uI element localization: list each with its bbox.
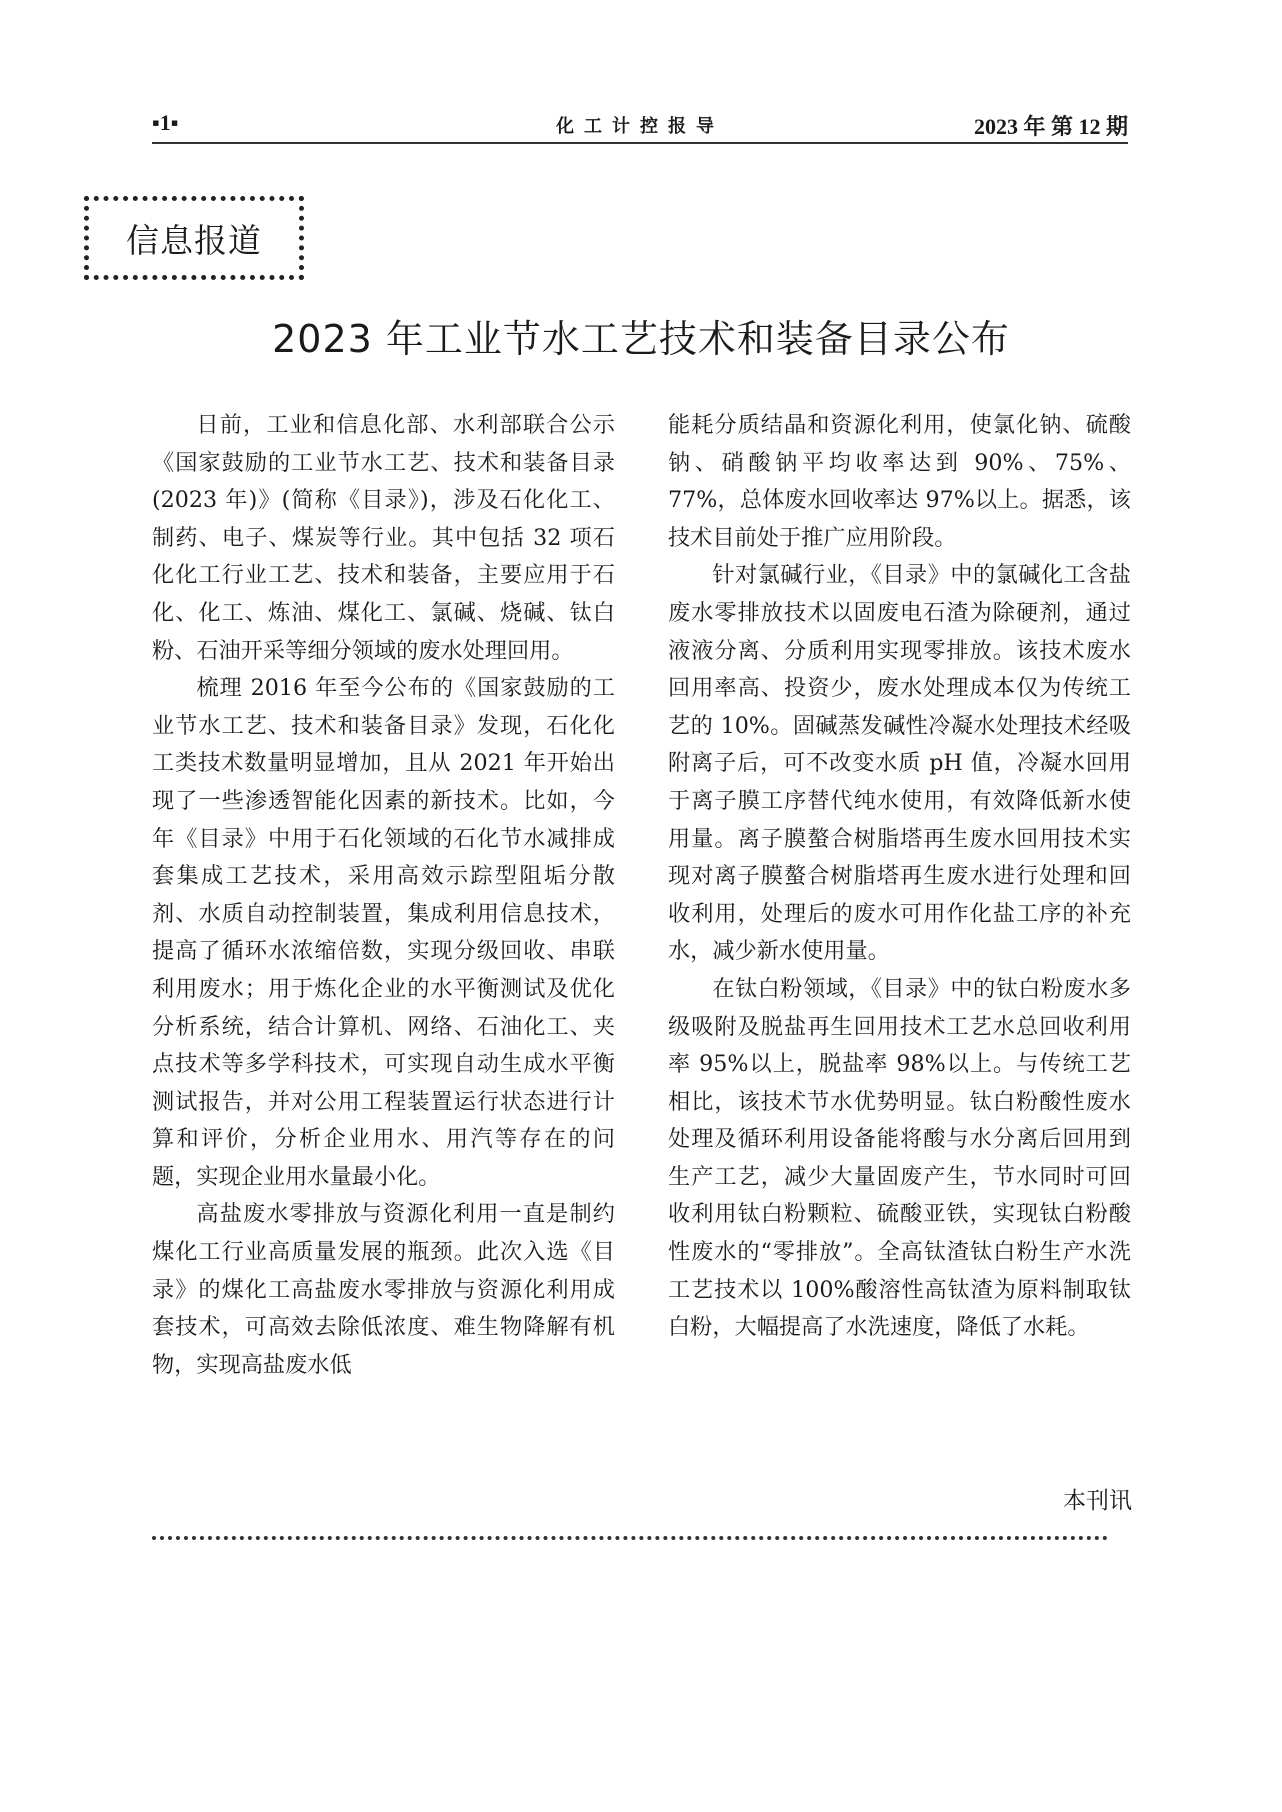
left-column [152,407,615,1384]
section-label: 信息报道 [126,220,262,260]
paragraph: 针对氯碱行业，《目录》中的氯碱化工含盐废水零排放技术以固废电石渣为除硬剂，通过液液分离、分质利用实现零排放。该技术废水回用率高、投资少，废水处理成本仅为传统工艺的 10%。固碱蒸发碱性冷凝水处理技术经吸附离子后，可不改变水质 pH 值，冷凝水回用于离子膜工序替代纯水使用，有效降低新水使用量。离子膜螯合树脂塔再生废水回用技术实现对离子膜螯合树脂塔再生废水进行处理和回收利用，处理后的废水可用作化盐工序的补充水，减少新水使用量。 [668,562,1131,965]
running-header [152,108,1128,144]
dotted-divider [152,1536,1108,1540]
paragraph: 梳理 2016 年至今公布的《国家鼓励的工业节水工艺、技术和装备目录》发现，石化化工类技术数量明显增加，且从 2021 年开始出现了一些渗透智能化因素的新技术。比如，今年《目录》中用于石化领域的石化节水减排成套集成工艺技术，采用高效示踪型阻垢分散剂、水质自动控制装置，集成利用信息技术，提高了循环水浓缩倍数，实现分级回收、串联利用废水；用于炼化企业的水平衡测试及优化分析系统，结合计算机、网络、石油化工、夹点技术等多学科技术，可实现自动生成水平衡测试报告，并对公用工程装置运行状态进行计算和评价，分析企业用水、用汽等存在的问题，实现企业用水量最小化。 [152,675,615,1190]
paragraph: 高盐废水零排放与资源化利用一直是制约煤化工行业高质量发展的瓶颈。此次入选《目录》的煤化工高盐废水零排放与资源化利用成套技术，可高效去除低浓度、难生物降解有机物，实现高盐废水低 [152,1201,615,1378]
paragraph: 日前，工业和信息化部、水利部联合公示《国家鼓励的工业节水工艺、技术和装备目录(2023 年)》(简称《目录》)，涉及石化化工、制药、电子、煤炭等行业。其中包括 32 项石化化工行业工艺、技术和装备，主要应用于石化、化工、炼油、煤化工、氯碱、烧碱、钛白粉、石油开采等细分领域的废水处理回用。 [152,412,615,664]
journal-name: 化工计控报导 [556,116,724,137]
issue-number: 2023 年 第 12 期 [973,114,1128,139]
article-source: 本刊讯 [1063,1488,1132,1514]
section-label-box [84,196,304,280]
page-number: ▪1▪ [152,110,179,135]
paragraph-continuation: 能耗分质结晶和资源化利用，使氯化钠、硫酸钠、硝酸钠平均收率达到 90%、75%、77%，总体废水回收率达 97%以上。据悉，该技术目前处于推广应用阶段。 [668,412,1131,551]
right-column [668,407,1131,1347]
paragraph: 在钛白粉领域，《目录》中的钛白粉废水多级吸附及脱盐再生回用技术工艺水总回收利用率 95%以上，脱盐率 98%以上。与传统工艺相比，该技术节水优势明显。钛白粉酸性废水处理及循环利用设备能将酸与水分离后回用到生产工艺，减少大量固废产生，节水同时可回收利用钛白粉颗粒、硫酸亚铁，实现钛白粉酸性废水的“零排放”。全高钛渣钛白粉生产水洗工艺技术以 100%酸溶性高钛渣为原料制取钛白粉，大幅提高了水洗速度，降低了水耗。 [668,975,1131,1341]
article-title: 2023 年工业节水工艺技术和装备目录公布 [272,317,1010,361]
